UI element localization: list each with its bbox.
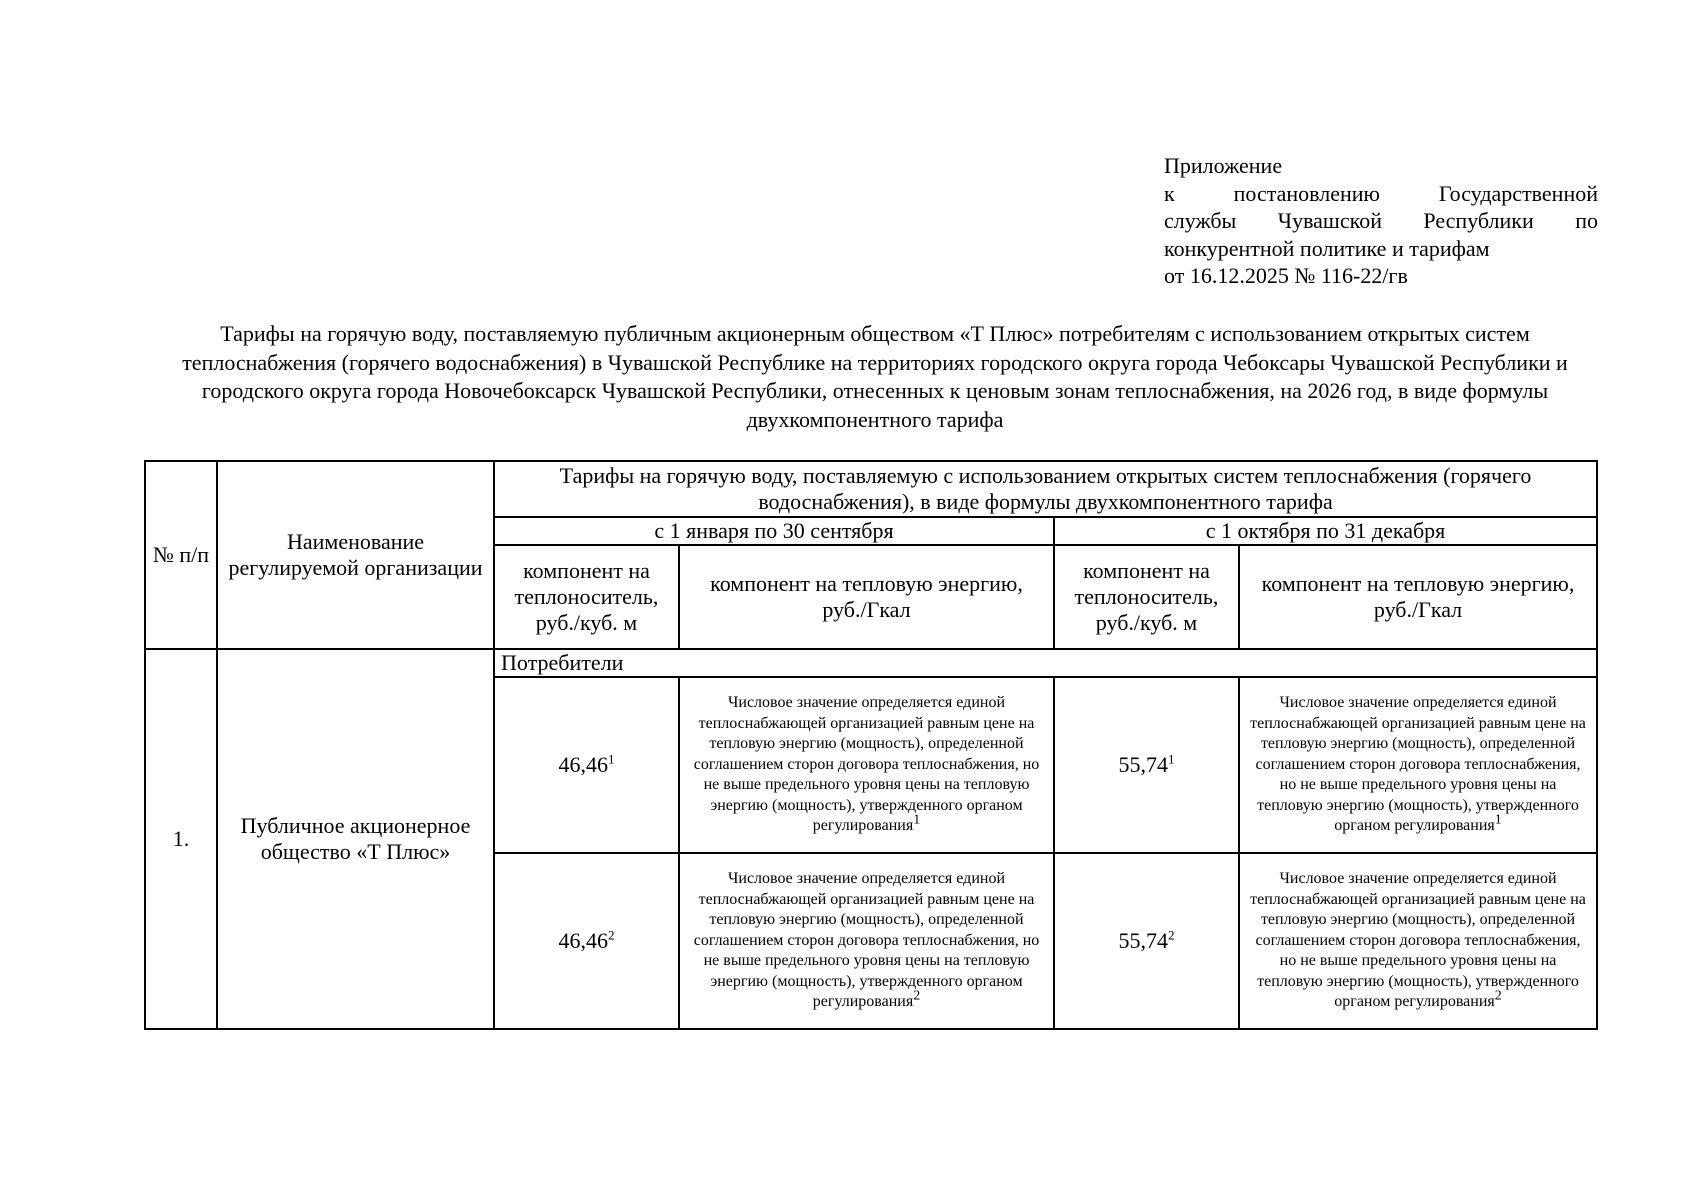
p2-carrier-value: 55,74$^2$ <box>1054 853 1239 1029</box>
tariffs-table <box>144 460 1598 1030</box>
header-p2-energy: компонент на тепловую энергию, руб./Гкал <box>1239 545 1597 649</box>
row-number: 1. <box>145 649 217 1029</box>
document-title: Тарифы на горячую воду, поставляемую публичным акционерным обществом «Т Плюс» потребителям с использованием открытых систем теплоснабжения (горячего водоснабжения) в Чувашской Республике на территориях городского округа города Чебоксары Чувашской Республики и городского округа города Новочебоксарск Чувашской Республики, отнесенных к ценовым зонам теплоснабжения, на 2026 год, в виде формулы двухкомпонентного тарифа <box>182 321 1568 432</box>
p1-carrier-value: 46,46$^1$ <box>494 677 679 853</box>
table-header-row <box>145 461 1597 517</box>
p2-energy-text: Числовое значение определяется единой теплоснабжающей организацией равным цене на тепловую энергию (мощность), определенной соглашением сторон договора теплоснабжения, но не выше предельного уровня цены на тепловую энергию (мощность), утвержденного органом регулирования$^2$ <box>1239 853 1597 1029</box>
appendix-title: Приложение <box>1164 153 1283 178</box>
p1-energy-text: Числовое значение определяется единой теплоснабжающей организацией равным цене на тепловую энергию (мощность), определенной соглашением сторон договора теплоснабжения, но не выше предельного уровня цены на тепловую энергию (мощность), утвержденного органом регулирования$^2$ <box>679 853 1054 1029</box>
appendix-date-number: от 16.12.2025 № 116-22/гв <box>1164 263 1408 288</box>
header-period-1: с 1 января по 30 сентября <box>494 517 1054 545</box>
consumers-label: Потребители <box>494 649 1597 677</box>
p1-carrier-value: 46,46$^2$ <box>494 853 679 1029</box>
table-row <box>145 649 1597 677</box>
appendix-line-3: службы Чувашской Республики по <box>1164 208 1598 233</box>
header-p1-energy: компонент на тепловую энергию, руб./Гкал <box>679 545 1054 649</box>
appendix-line-2: к постановлению Государственной <box>1164 180 1598 206</box>
appendix-header <box>1164 152 1598 290</box>
organization-name: Публичное акционерное общество «Т Плюс» <box>217 649 494 1029</box>
p2-carrier-value: 55,74$^1$ <box>1054 677 1239 853</box>
header-p1-carrier: компонент на теплоноситель, руб./куб. м <box>494 545 679 649</box>
header-period-2: с 1 октября по 31 декабря <box>1054 517 1597 545</box>
p2-energy-text: Числовое значение определяется единой теплоснабжающей организацией равным цене на тепловую энергию (мощность), определенной соглашением сторон договора теплоснабжения, но не выше предельного уровня цены на тепловую энергию (мощность), утвержденного органом регулирования$^1$ <box>1239 677 1597 853</box>
header-p2-carrier: компонент на теплоноситель, руб./куб. м <box>1054 545 1239 649</box>
p1-energy-text: Числовое значение определяется единой теплоснабжающей организацией равным цене на тепловую энергию (мощность), определенной соглашением сторон договора теплоснабжения, но не выше предельного уровня цены на тепловую энергию (мощность), утвержденного органом регулирования$^1$ <box>679 677 1054 853</box>
header-organization: Наименование регулируемой организации <box>217 461 494 649</box>
appendix-line-4: конкурентной политике и тарифам <box>1164 235 1490 261</box>
header-tariffs: Тарифы на горячую воду, поставляемую с использованием открытых систем теплоснабжения (горячего водоснабжения), в виде формулы двухкомпонентного тарифа <box>494 461 1597 517</box>
header-number: № п/п <box>145 461 217 649</box>
